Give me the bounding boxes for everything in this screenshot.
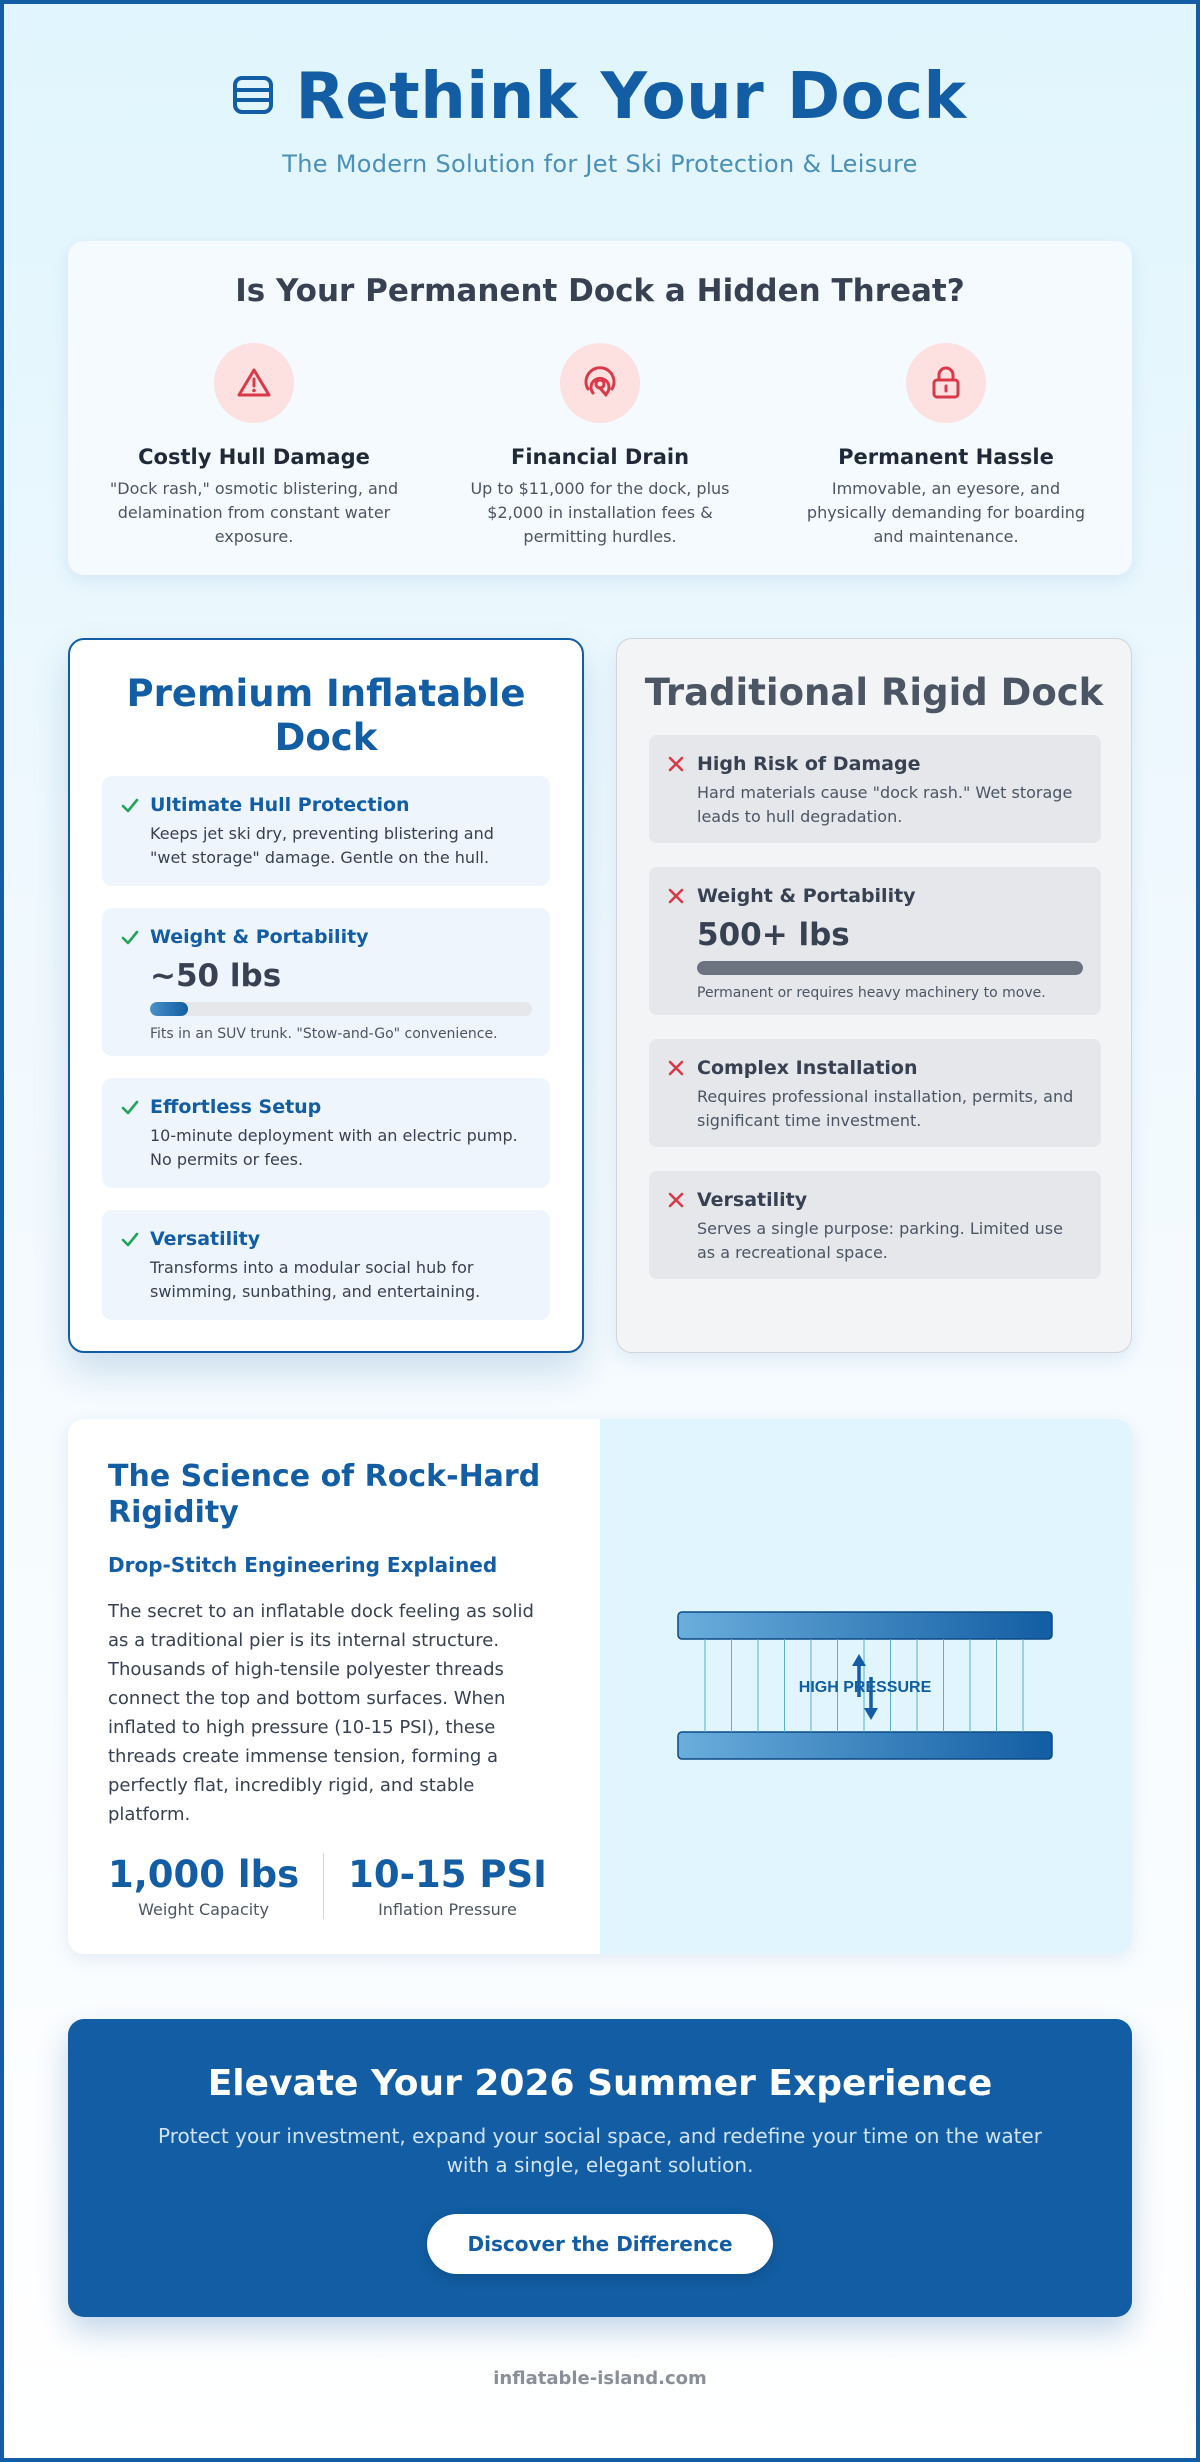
feature-text: Serves a single purpose: parking. Limited use as a recreational space. [697,1219,1063,1262]
discover-button[interactable]: Discover the Difference [427,2214,772,2274]
science-heading: The Science of Rock-Hard Rigidity [108,1459,541,1530]
premium-feature-hull-protection [102,776,550,886]
money-drain-icon [580,363,620,403]
rigid-dock-card [616,638,1132,1353]
weight-bar [697,961,1083,975]
threat-item-text: "Dock rash," osmotic blistering, and delamination from constant water exposure. [109,479,399,546]
feature-title: Effortless Setup [150,1096,322,1118]
feature-text: Hard materials cause "dock rash." Wet storage leads to hull degradation. [697,783,1073,826]
science-section [68,1419,1132,1954]
weight-value: 500+ lbs [697,917,850,953]
feature-title: Versatility [150,1228,261,1250]
threat-item-text: Immovable, an eyesore, and physically demanding for boarding and maintenance. [806,479,1086,546]
weight-bar-fill [150,1002,188,1016]
check-icon [120,1230,140,1250]
weight-note: Permanent or requires heavy machinery to move. [697,985,1046,1001]
premium-dock-card [68,638,584,1353]
page-header [0,60,1200,178]
feature-title: Versatility [697,1189,808,1211]
threat-item-financial-drain [450,343,750,549]
diagram-label: HIGH PRESSURE [798,1679,932,1696]
premium-feature-setup [102,1078,550,1188]
feature-title: Weight & Portability [150,926,369,948]
premium-heading: Premium Inflatable Dock [126,672,526,759]
rigid-feature-versatility [649,1171,1101,1279]
cta-heading: Elevate Your 2026 Summer Experience [207,2063,993,2104]
feature-title: Ultimate Hull Protection [150,794,410,816]
lock-icon [928,365,964,401]
feature-text: Transforms into a modular social hub for swimming, sunbathing, and entertaining. [150,1258,481,1301]
rigid-feature-installation [649,1039,1101,1147]
stats-row [108,1853,548,1919]
premium-feature-weight [102,908,550,1056]
rigid-feature-damage [649,735,1101,843]
drop-stitch-diagram [600,1419,1132,1954]
weight-bar-fill [697,961,1083,975]
feature-title: Complex Installation [697,1057,918,1079]
threat-item-title: Permanent Hassle [838,445,1054,469]
warning-icon [236,365,272,401]
feature-title: Weight & Portability [697,885,916,907]
stat-inflation-pressure: 10-15 PSI Inflation Pressure [348,1853,547,1919]
stat-divider [323,1853,324,1919]
rigid-feature-weight [649,867,1101,1015]
threat-item-title: Costly Hull Damage [138,445,370,469]
science-subheading: Drop-Stitch Engineering Explained [108,1553,498,1577]
weight-value: ~50 lbs [150,958,282,994]
cta-section [68,2019,1132,2317]
dock-layers-icon [233,75,273,119]
page-title: Rethink Your Dock [295,60,967,134]
check-icon [120,796,140,816]
threat-item-hull-damage [104,343,404,549]
footer-site-link[interactable]: inflatable-island.com [493,2368,707,2389]
threat-section [68,241,1132,575]
rigid-heading: Traditional Rigid Dock [644,671,1104,714]
feature-text: 10-minute deployment with an electric pump. No permits or fees. [150,1126,518,1169]
stat-weight-capacity: 1,000 lbs Weight Capacity [108,1853,300,1919]
feature-text: Requires professional installation, permits, and significant time investment. [697,1087,1074,1130]
drop-stitch-diagram-panel [600,1419,1132,1954]
x-icon [667,755,685,773]
feature-title: High Risk of Damage [697,753,921,775]
check-icon [120,928,140,948]
threat-heading: Is Your Permanent Dock a Hidden Threat? [235,273,965,309]
threat-item-text: Up to $11,000 for the dock, plus $2,000 in installation fees & permitting hurdles. [470,479,730,546]
weight-note: Fits in an SUV trunk. "Stow-and-Go" convenience. [150,1026,498,1042]
threat-item-permanent-hassle [796,343,1096,549]
page-subtitle: The Modern Solution for Jet Ski Protection & Leisure [282,150,918,178]
x-icon [667,1191,685,1209]
threat-item-title: Financial Drain [510,445,690,469]
science-body: The secret to an inflatable dock feeling as solid as a traditional pier is its internal structure. Thousands of high-tensile polyester threads connect the top and bottom surfaces. When inflated to high pressure (10-15 PSI), these threads create immense tension, forming a perfectly flat, incredibly rigid, and stable platform. [108,1601,534,1825]
feature-text: Keeps jet ski dry, preventing blistering and "wet storage" damage. Gentle on the hull. [150,824,494,867]
x-icon [667,1059,685,1077]
check-icon [120,1098,140,1118]
cta-text: Protect your investment, expand your social space, and redefine your time on the water with a single, elegant solution. [158,2124,1042,2177]
x-icon [667,887,685,905]
premium-feature-versatility [102,1210,550,1320]
weight-bar [150,1002,532,1016]
